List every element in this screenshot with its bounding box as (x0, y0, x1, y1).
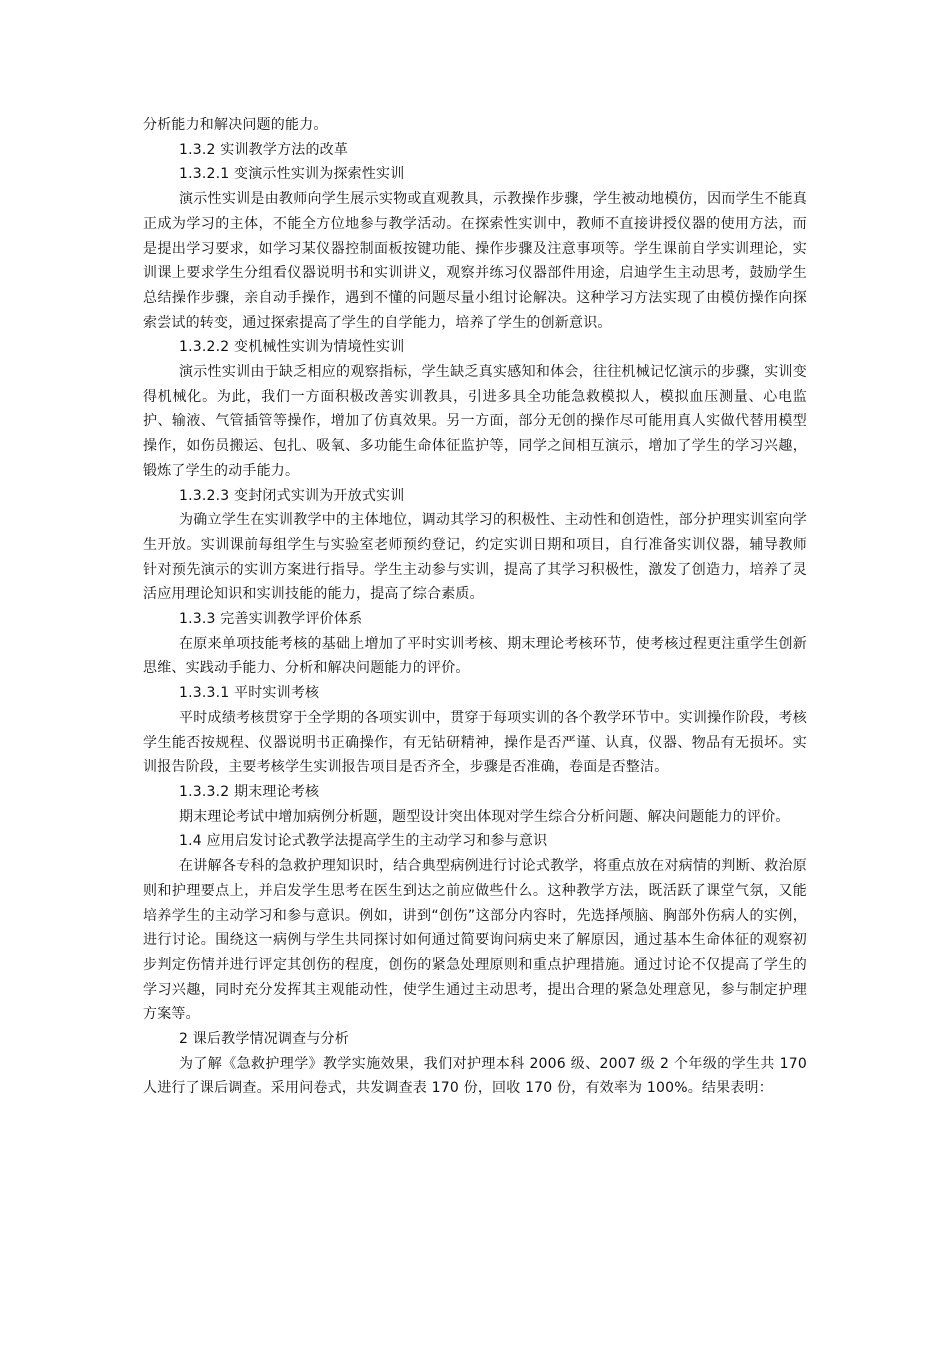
section-heading-1-3-2-3: 1.3.2.3 变封闭式实训为开放式实训 (179, 487, 405, 504)
paragraph-routine-assessment: 平时成绩考核贯穿于全学期的各项实训中，贯穿于每项实训的各个教学环节中。实训操作阶段，考核学生能否按规程、仪器说明书正确操作，有无钻研精神，操作是否严谨、认真，仪器、物品有无损坏。实训报告阶段，主要考核学生实训报告项目是否齐全，步骤是否准确，卷面是否整洁。 (143, 709, 807, 776)
paragraph-open-training: 为确立学生在实训教学中的主体地位，调动其学习的积极性、主动性和创造性，部分护理实训室向学生开放。实训课前每组学生与实验室老师预约登记，约定实训日期和项目，自行准备实训仪器，辅导教师针对预先演示的实训方案进行指导。学生主动参与实训，提高了其学习积极性，激发了创造力，培养了灵活应用理论知识和实训技能的能力，提高了综合素质。 (143, 512, 807, 603)
paragraph-continuation: 分析能力和解决问题的能力。 (143, 117, 328, 133)
paragraph-situational-training: 演示性实训由于缺乏相应的观察指标，学生缺乏真实感知和体会，往往机械记忆演示的步骤，实训变得机械化。为此，我们一方面积极改善实训教具，引进多具全功能急救模拟人，模拟血压测量、心电监护、输液、气管插管等操作，增加了仿真效果。另一方面，部分无创的操作尽可能用真人实做代替用模型操作，如伤员搬运、包扎、吸氧、多功能生命体征监护等，同学之间相互演示，增加了学生的学习兴趣，锻炼了学生的动手能力。 (143, 364, 807, 479)
paragraph-exploratory-training: 演示性实训是由教师向学生展示实物或直观教具，示教操作步骤，学生被动地模仿，因而学生不能真正成为学习的主体，不能全方位地参与教学活动。在探索性实训中，教师不直接讲授仪器的使用方法，而是提出学习要求，如学习某仪器控制面板按键功能、操作步骤及注意事项等。学生课前自学实训理论，实训课上要求学生分组看仪器说明书和实训讲义，观察并练习仪器部件用途，启迪学生主动思考，鼓励学生总结操作步骤，亲自动手操作，遇到不懂的问题尽量小组讨论解决。这种学习方法实现了由模仿操作向探索尝试的转变，通过探索提高了学生的自学能力，培养了学生的创新意识。 (143, 191, 807, 331)
section-heading-1-3-2-2: 1.3.2.2 变机械性实训为情境性实训 (179, 339, 405, 356)
section-heading-1-3-3-2: 1.3.3.2 期末理论考核 (179, 783, 320, 800)
section-heading-1-3-2: 1.3.2 实训教学方法的改革 (179, 141, 349, 158)
section-heading-1-3-3: 1.3.3 完善实训教学评价体系 (179, 611, 363, 628)
section-heading-1-4: 1.4 应用启发讨论式教学法提高学生的主动学习和参与意识 (179, 833, 548, 850)
paragraph-survey: 为了解《急救护理学》教学实施效果，我们对护理本科 2006 级、2007 级 2 个年级的学生共 170 人进行了课后调查。采用问卷式，共发调查表 170 份，回收 170 份，有效率为 100%。结果表明： (143, 1055, 807, 1097)
paragraph-final-exam: 期末理论考试中增加病例分析题，题型设计突出体现对学生综合分析问题、解决问题能力的评价。 (179, 808, 790, 825)
paragraph-evaluation-system: 在原来单项技能考核的基础上增加了平时实训考核、期末理论考核环节，使考核过程更注重学生创新思维、实践动手能力、分析和解决问题能力的评价。 (143, 635, 807, 677)
section-heading-1-3-3-1: 1.3.3.1 平时实训考核 (179, 685, 320, 702)
paragraph-discussion-teaching: 在讲解各专科的急救护理知识时，结合典型病例进行讨论式教学，将重点放在对病情的判断、救治原则和护理要点上，并启发学生思考在医生到达之前应做些什么。这种教学方法，既活跃了课堂气氛，又能培养学生的主动学习和参与意识。例如，讲到“创伤”这部分内容时，先选择颅脑、胸部外伤病人的实例，进行讨论。围绕这一病例与学生共同探讨如何通过简要询问病史来了解原因，通过基本生命体征的观察初步判定伤情并进行评定其创伤的程度，创伤的紧急处理原则和重点护理措施。通过讨论不仅提高了学生的学习兴趣，同时充分发挥其主观能动性，使学生通过主动思考，提出合理的紧急处理意见，参与制定护理方案等。 (143, 858, 807, 1023)
section-heading-2: 2 课后教学情况调查与分析 (179, 1031, 349, 1048)
section-heading-1-3-2-1: 1.3.2.1 变演示性实训为探索性实训 (179, 166, 405, 183)
document-body (143, 113, 807, 1101)
